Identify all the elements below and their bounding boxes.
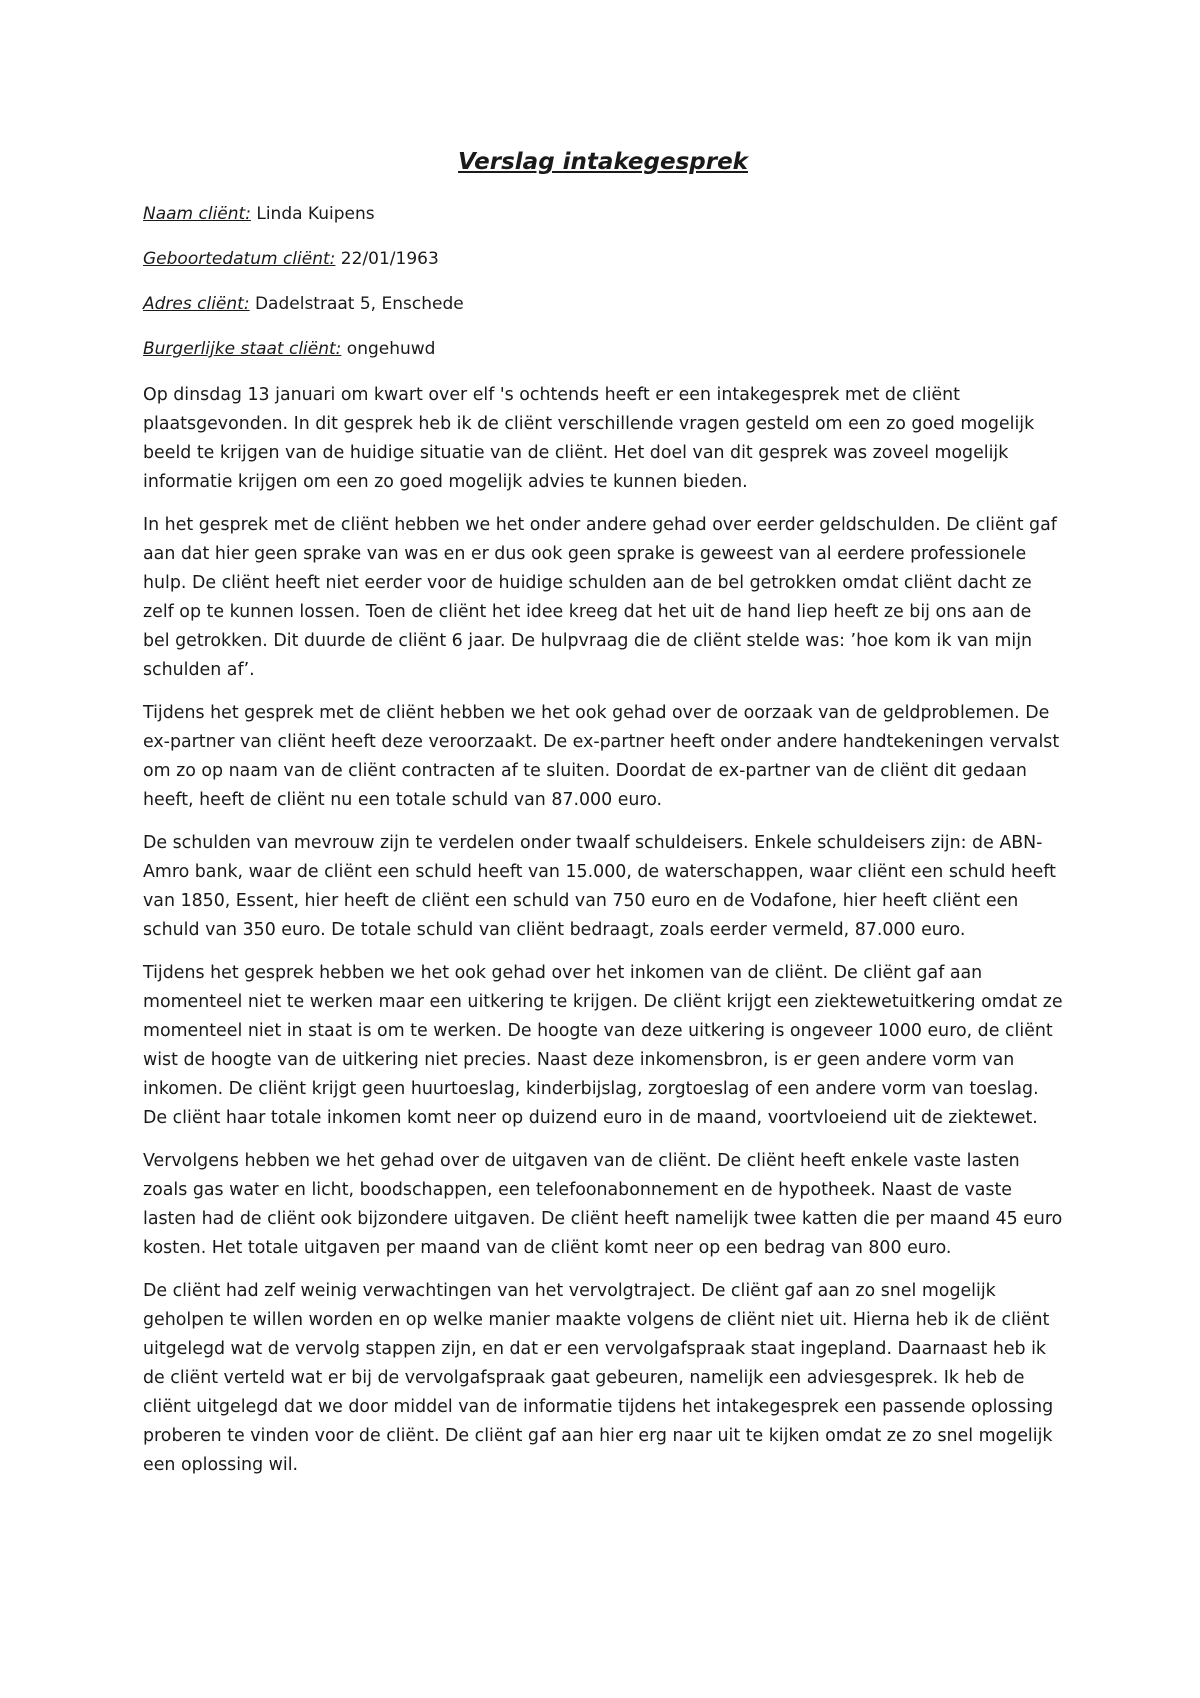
document-title: Verslag intakegesprek [458, 149, 748, 175]
paragraph-expenses: Vervolgens hebben we het gehad over de uitgaven van de cliënt. De cliënt heeft enkele vaste lasten zoals gas water en licht, boodschappen, een telefoonabonnement en de hypotheek. Naast de vaste lasten had de cliënt ook bijzondere uitgaven. De cliënt heeft namelijk twee katten die per maand 45 euro kosten. Het totale uitgaven per maand van de cliënt komt neer op een bedrag van 800 euro. [143, 1151, 1063, 1258]
field-value: Dadelstraat 5, Enschede [254, 294, 464, 314]
field-client-name [143, 201, 1063, 227]
paragraph-previous-debts: In het gesprek met de cliënt hebben we het onder andere gehad over eerder geldschulden. De cliënt gaf aan dat hier geen sprake van was en er dus ook geen sprake is geweest van al eerdere professionele hulp. De cliënt heeft niet eerder voor de huidige schulden aan de bel getrokken omdat cliënt dacht ze zelf op te kunnen lossen. Toen de cliënt het idee kreeg dat het uit de hand liep heeft ze bij ons aan de bel getrokken. Dit duurde de cliënt 6 jaar. De hulpvraag die de cliënt stelde was: ’hoe kom ik van mijn schulden af’. [143, 515, 1057, 680]
field-label: Geboortedatum cliënt: [143, 249, 336, 269]
paragraph-introduction: Op dinsdag 13 januari om kwart over elf 's ochtends heeft er een intakegesprek met de cliënt plaatsgevonden. In dit gesprek heb ik de cliënt verschillende vragen gesteld om een zo goed mogelijk beeld te krijgen van de huidige situatie van de cliënt. Het doel van dit gesprek was zoveel mogelijk informatie krijgen om een zo goed mogelijk advies te kunnen bieden. [143, 385, 1035, 492]
field-client-marital-status [143, 336, 1063, 362]
document-body [143, 145, 1063, 1494]
paragraph-creditors: De schulden van mevrouw zijn te verdelen onder twaalf schuldeisers. Enkele schuldeisers zijn: de ABN-Amro bank, waar de cliënt een schuld heeft van 15.000, de waterschappen, waar cliënt een schuld heeft van 1850, Essent, hier heeft de cliënt een schuld van 750 euro en de Vodafone, hier heeft cliënt een schuld van 350 euro. De totale schuld van cliënt bedraagt, zoals eerder vermeld, 87.000 euro. [143, 833, 1056, 940]
paragraph-cause: Tijdens het gesprek met de cliënt hebben we het ook gehad over de oorzaak van de geldproblemen. De ex-partner van cliënt heeft deze veroorzaakt. De ex-partner heeft onder andere handtekeningen vervalst om zo op naam van de cliënt contracten af te sluiten. Doordat de ex-partner van de cliënt dit gedaan heeft, heeft de cliënt nu een totale schuld van 87.000 euro. [143, 703, 1060, 810]
field-value: Linda Kuipens [256, 204, 375, 224]
field-label: Burgerlijke staat cliënt: [143, 339, 342, 359]
paragraph-income: Tijdens het gesprek hebben we het ook gehad over het inkomen van de cliënt. De cliënt gaf aan momenteel niet te werken maar een uitkering te krijgen. De cliënt krijgt een ziektewetuitkering omdat ze momenteel niet in staat is om te werken. De hoogte van deze uitkering is ongeveer 1000 euro, de cliënt wist de hoogte van de uitkering niet precies. Naast deze inkomensbron, is er geen andere vorm van inkomen. De cliënt krijgt geen huurtoeslag, kinderbijslag, zorgtoeslag of een andere vorm van toeslag. De cliënt haar totale inkomen komt neer op duizend euro in de maand, voortvloeiend uit de ziektewet. [143, 963, 1063, 1128]
field-value: ongehuwd [346, 339, 436, 359]
field-label: Naam cliënt: [143, 204, 251, 224]
field-client-address [143, 291, 1063, 317]
field-client-birthdate [143, 246, 1063, 272]
paragraph-follow-up: De cliënt had zelf weinig verwachtingen van het vervolgtraject. De cliënt gaf aan zo snel mogelijk geholpen te willen worden en op welke manier maakte volgens de cliënt niet uit. Hierna heb ik de cliënt uitgelegd wat de vervolg stappen zijn, en dat er een vervolgafspraak staat ingepland. Daarnaast heb ik de cliënt verteld wat er bij de vervolgafspraak gaat gebeuren, namelijk een adviesgesprek. Ik heb de cliënt uitgelegd dat we door middel van de informatie tijdens het intakegesprek een passende oplossing proberen te vinden voor de cliënt. De cliënt gaf aan hier erg naar uit te kijken omdat ze zo snel mogelijk een oplossing wil. [143, 1281, 1054, 1475]
field-label: Adres cliënt: [143, 294, 250, 314]
field-value: 22/01/1963 [340, 249, 439, 269]
